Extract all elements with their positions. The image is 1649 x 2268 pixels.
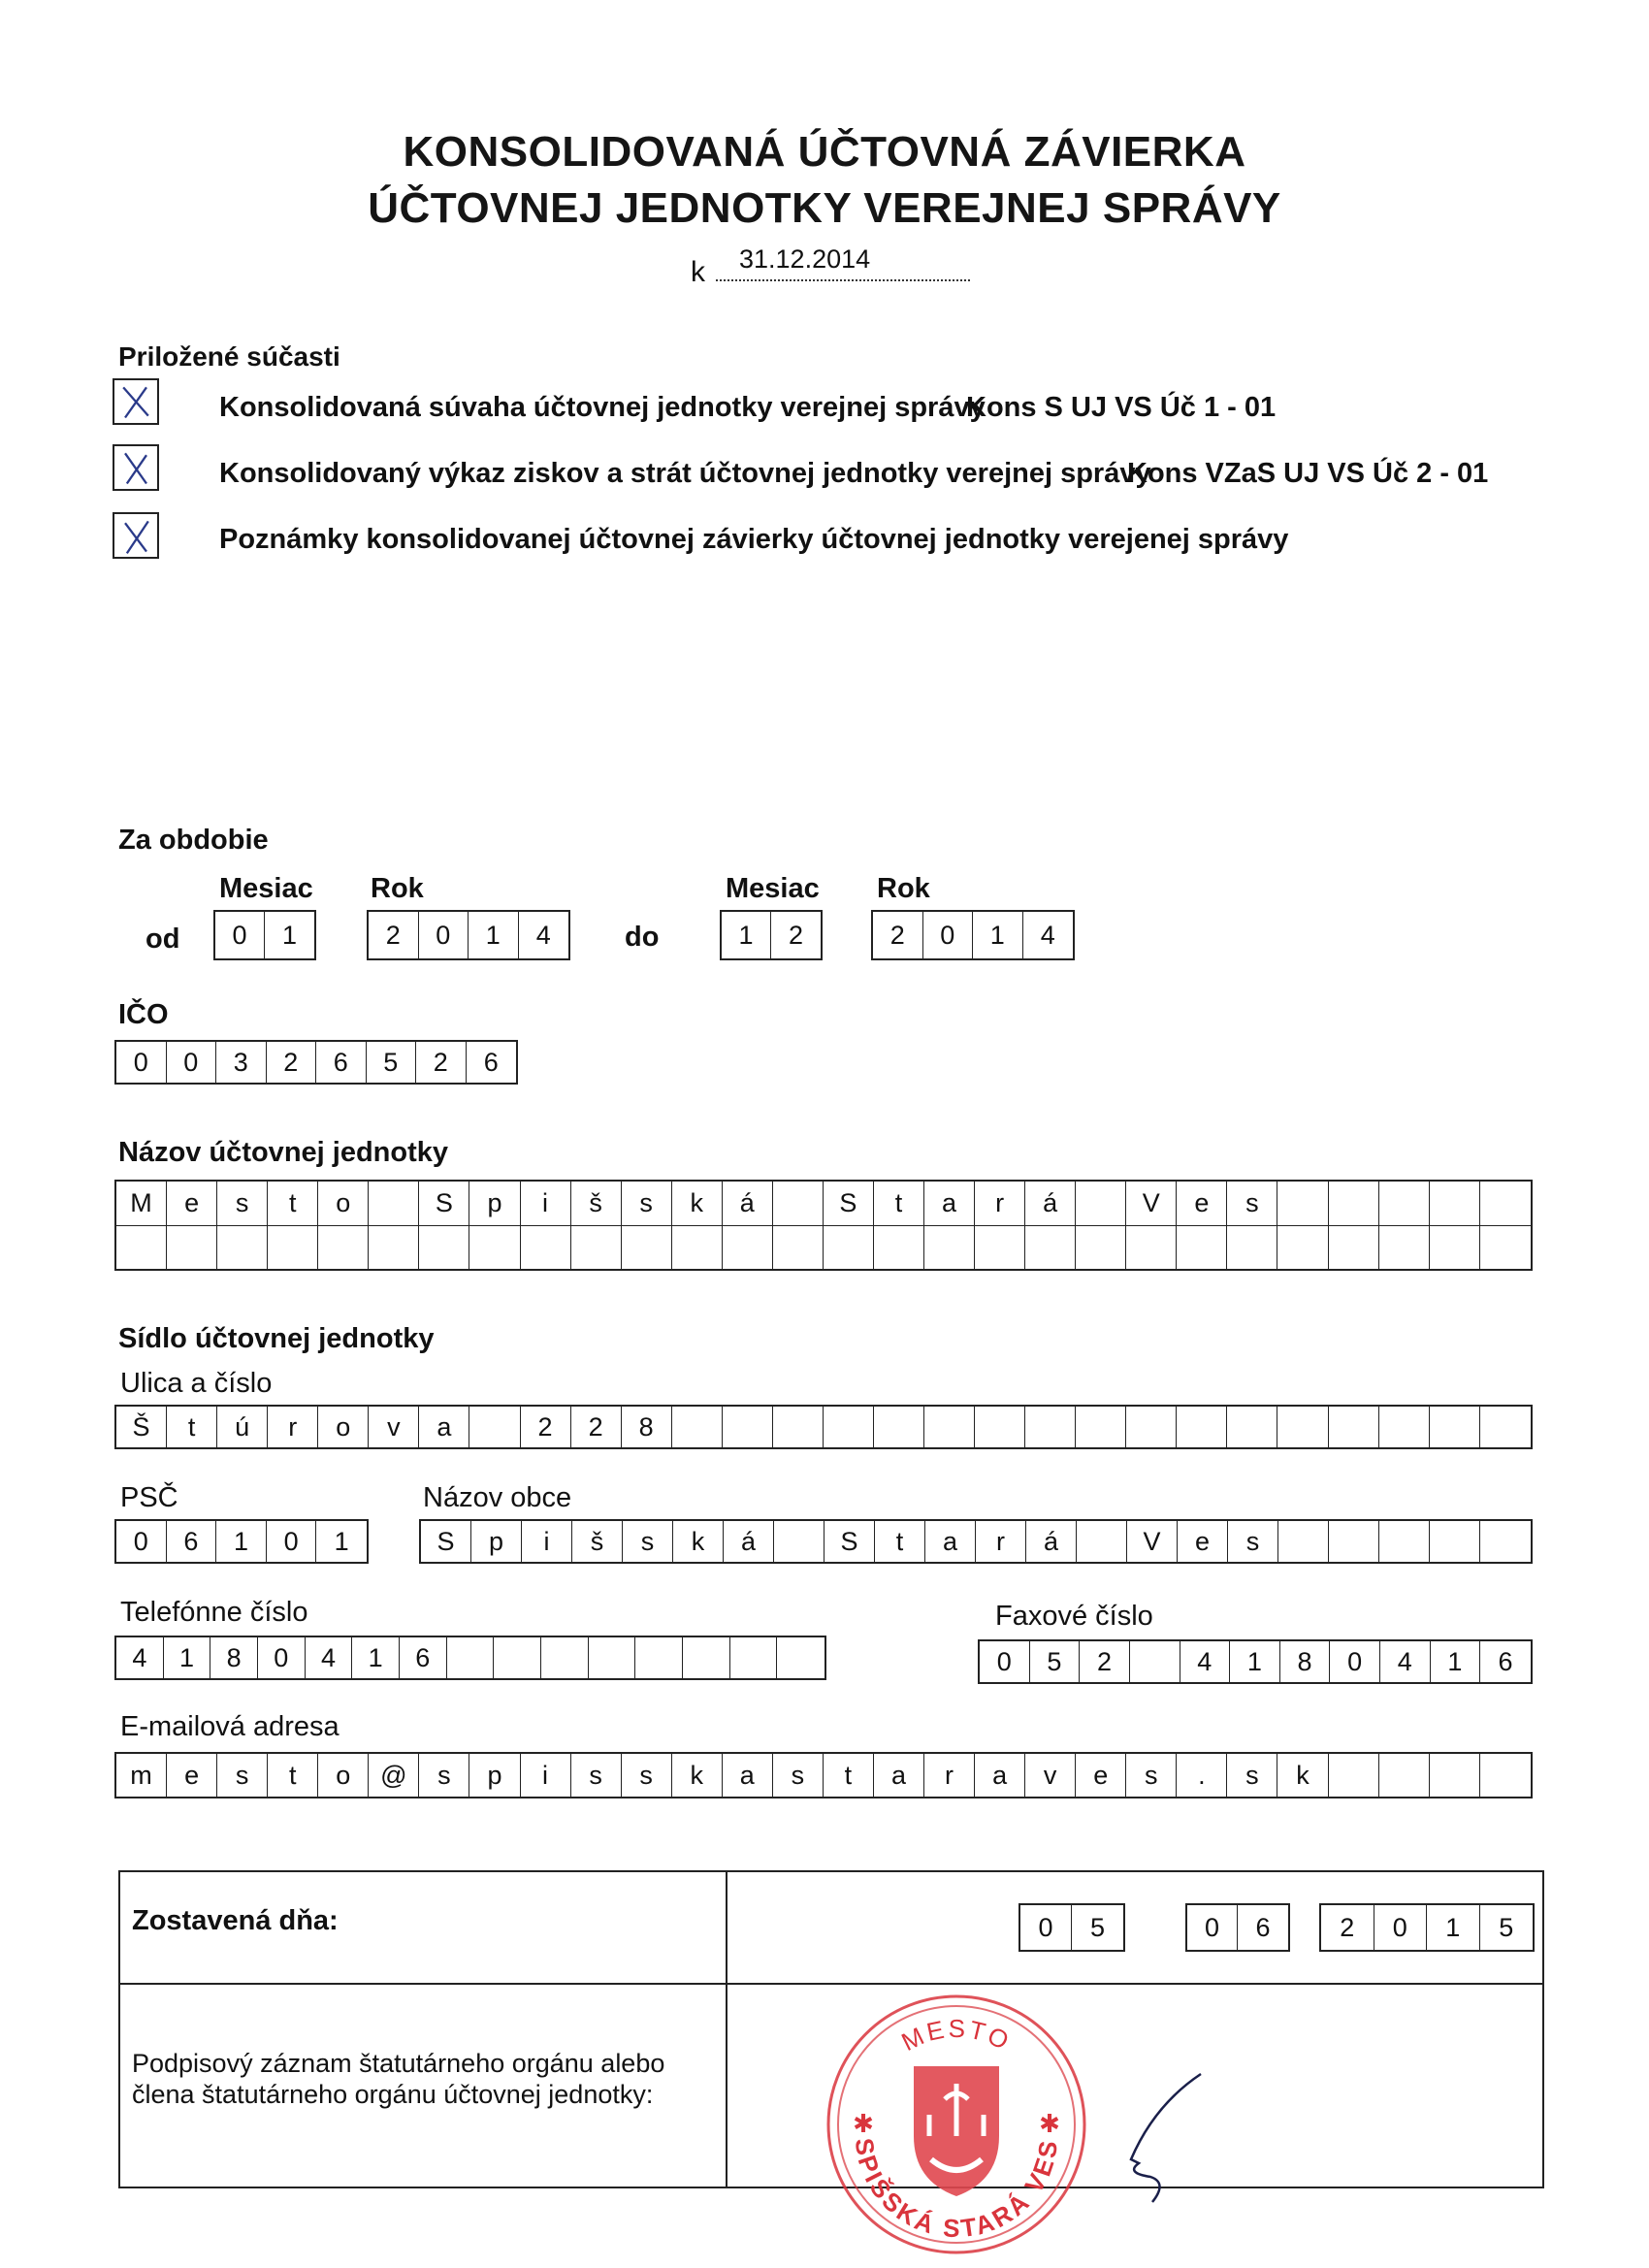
signature-label-line-1: Podpisový záznam štatutárneho orgánu alebo bbox=[132, 2049, 665, 2078]
char-cell bbox=[571, 1226, 622, 1269]
table-vertical-divider bbox=[726, 1872, 728, 2187]
char-cell: t bbox=[824, 1754, 874, 1797]
char-cell bbox=[1480, 1407, 1531, 1447]
char-cell bbox=[672, 1226, 723, 1269]
char-cell bbox=[469, 1407, 520, 1447]
char-cell bbox=[447, 1637, 495, 1678]
char-cell: S bbox=[419, 1182, 469, 1225]
phone-label: Telefónne číslo bbox=[120, 1597, 308, 1628]
char-cell: s bbox=[622, 1182, 672, 1225]
char-cell: o bbox=[318, 1182, 369, 1225]
char-cell: p bbox=[469, 1182, 520, 1225]
char-cell bbox=[730, 1637, 778, 1678]
x-mark-icon bbox=[114, 380, 157, 423]
char-cell: 5 bbox=[367, 1042, 417, 1083]
char-cell: p bbox=[469, 1754, 520, 1797]
char-cell bbox=[1076, 1226, 1126, 1269]
char-cell: a bbox=[975, 1754, 1025, 1797]
char-cell: @ bbox=[369, 1754, 419, 1797]
char-cell: 0 bbox=[116, 1042, 167, 1083]
char-cell: e bbox=[1178, 1521, 1228, 1562]
char-cell: 8 bbox=[210, 1637, 258, 1678]
char-cell: e bbox=[167, 1754, 217, 1797]
char-cell bbox=[116, 1226, 167, 1269]
attachment-label-1: Konsolidovaná súvaha účtovnej jednotky verejnej správy bbox=[219, 392, 986, 423]
char-cell: e bbox=[167, 1182, 217, 1225]
char-cell bbox=[268, 1226, 318, 1269]
char-cell: 1 bbox=[1230, 1641, 1280, 1682]
char-cell bbox=[1025, 1407, 1076, 1447]
to-year-label: Rok bbox=[877, 873, 930, 904]
char-cell: v bbox=[1025, 1754, 1076, 1797]
char-cell: t bbox=[268, 1754, 318, 1797]
char-cell: 2 bbox=[521, 1407, 571, 1447]
char-cell bbox=[1430, 1754, 1480, 1797]
char-cell: 2 bbox=[1080, 1641, 1130, 1682]
char-cell: s bbox=[217, 1182, 268, 1225]
char-cell bbox=[1379, 1182, 1430, 1225]
char-cell: o bbox=[318, 1754, 369, 1797]
char-cell: 1 bbox=[1427, 1905, 1480, 1950]
char-cell: a bbox=[924, 1182, 975, 1225]
char-cell: i bbox=[521, 1754, 571, 1797]
char-cell: á bbox=[1026, 1521, 1077, 1562]
char-cell: e bbox=[1177, 1182, 1227, 1225]
attachments-heading: Priložené súčasti bbox=[118, 341, 340, 372]
char-cell bbox=[824, 1226, 874, 1269]
char-cell: 2 bbox=[873, 912, 923, 958]
char-cell bbox=[1177, 1407, 1227, 1447]
psc-label: PSČ bbox=[120, 1482, 178, 1513]
char-cell bbox=[874, 1407, 924, 1447]
char-cell: S bbox=[421, 1521, 471, 1562]
char-cell: 2 bbox=[1321, 1905, 1374, 1950]
from-month-field[interactable] bbox=[213, 910, 316, 960]
email-label: E-mailová adresa bbox=[120, 1711, 340, 1742]
seat-heading: Sídlo účtovnej jednotky bbox=[118, 1323, 435, 1354]
svg-text:MESTO bbox=[897, 2014, 1017, 2057]
char-cell: V bbox=[1126, 1182, 1177, 1225]
char-cell: 0 bbox=[267, 1521, 317, 1562]
char-cell: 4 bbox=[1040, 920, 1055, 950]
char-cell bbox=[541, 1637, 589, 1678]
char-cell bbox=[683, 1637, 730, 1678]
char-cell: e bbox=[1076, 1754, 1126, 1797]
char-cell: r bbox=[976, 1521, 1026, 1562]
char-cell bbox=[1277, 1226, 1328, 1269]
from-year-label: Rok bbox=[371, 873, 424, 904]
char-cell: 1 bbox=[216, 1521, 267, 1562]
attachment-checkbox-1[interactable] bbox=[113, 378, 159, 425]
table-horizontal-divider bbox=[120, 1983, 1542, 1985]
ico-field[interactable] bbox=[114, 1040, 518, 1085]
char-cell: s bbox=[773, 1754, 824, 1797]
char-cell: i bbox=[522, 1521, 572, 1562]
char-cell bbox=[723, 1226, 773, 1269]
char-cell bbox=[1329, 1226, 1379, 1269]
char-cell: k bbox=[1277, 1754, 1328, 1797]
char-cell bbox=[773, 1407, 824, 1447]
char-cell bbox=[723, 1407, 773, 1447]
char-cell: 0 bbox=[116, 1521, 167, 1562]
char-cell bbox=[1430, 1521, 1480, 1562]
char-cell bbox=[824, 1407, 874, 1447]
entity-name-label: Názov účtovnej jednotky bbox=[118, 1137, 449, 1168]
star-icon: ✱ bbox=[853, 2109, 874, 2138]
char-cell: 0 bbox=[167, 1042, 217, 1083]
char-cell bbox=[369, 1182, 419, 1225]
char-cell: á bbox=[723, 1182, 773, 1225]
char-cell: a bbox=[925, 1521, 976, 1562]
char-cell: 0 bbox=[1187, 1905, 1238, 1950]
char-cell: s bbox=[1228, 1521, 1278, 1562]
char-cell: 4 bbox=[1380, 1641, 1431, 1682]
char-cell: 0 bbox=[1374, 1905, 1428, 1950]
char-cell: s bbox=[1126, 1754, 1177, 1797]
psc-field[interactable] bbox=[114, 1519, 369, 1564]
char-cell bbox=[1126, 1407, 1177, 1447]
char-cell bbox=[1076, 1407, 1126, 1447]
attachment-checkbox-3[interactable] bbox=[113, 512, 159, 559]
char-cell bbox=[1480, 1754, 1531, 1797]
char-cell: 1 bbox=[973, 912, 1023, 958]
char-cell: 8 bbox=[622, 1407, 672, 1447]
char-cell bbox=[1480, 1521, 1531, 1562]
char-cell: . bbox=[1177, 1754, 1227, 1797]
char-cell: 0 bbox=[215, 912, 265, 958]
date-value: 31.12.2014 bbox=[739, 244, 871, 274]
char-cell bbox=[635, 1637, 683, 1678]
char-cell bbox=[1077, 1521, 1127, 1562]
street-field[interactable] bbox=[114, 1405, 1533, 1449]
handwritten-signature bbox=[1096, 2066, 1232, 2212]
char-cell: 2 bbox=[788, 920, 804, 950]
char-cell: Š bbox=[116, 1407, 167, 1447]
attachment-label-2: Konsolidovaný výkaz ziskov a strát účtovnej jednotky verejnej správy bbox=[219, 458, 1151, 489]
char-cell: 1 bbox=[469, 912, 519, 958]
char-cell: 5 bbox=[1089, 1912, 1106, 1942]
char-cell: 6 bbox=[400, 1637, 447, 1678]
title-line-1: KONSOLIDOVANÁ ÚČTOVNÁ ZÁVIERKA bbox=[403, 128, 1246, 176]
char-cell: a bbox=[874, 1754, 924, 1797]
char-cell: 6 bbox=[1255, 1912, 1271, 1942]
char-cell bbox=[521, 1226, 571, 1269]
char-cell: i bbox=[521, 1182, 571, 1225]
street-label: Ulica a číslo bbox=[120, 1368, 273, 1399]
period-heading: Za obdobie bbox=[118, 825, 269, 856]
char-cell: p bbox=[471, 1521, 522, 1562]
signature-label-line-2: člena štatutárneho orgánu účtovnej jednotky: bbox=[132, 2080, 654, 2109]
ico-label: IČO bbox=[118, 999, 169, 1030]
char-cell bbox=[622, 1226, 672, 1269]
title-line-2: ÚČTOVNEJ JEDNOTKY VEREJNEJ SPRÁVY bbox=[368, 184, 1281, 232]
char-cell: k bbox=[672, 1754, 723, 1797]
char-cell bbox=[469, 1226, 520, 1269]
char-cell: 1 bbox=[334, 1526, 349, 1556]
char-cell: k bbox=[672, 1182, 723, 1225]
char-cell: k bbox=[673, 1521, 724, 1562]
char-cell: 5 bbox=[1499, 1912, 1514, 1942]
char-cell bbox=[217, 1226, 268, 1269]
x-mark-icon bbox=[114, 514, 157, 557]
compiled-month-field[interactable] bbox=[1185, 1903, 1290, 1952]
official-stamp bbox=[823, 1991, 1090, 2258]
char-cell: 4 bbox=[116, 1637, 164, 1678]
entity-name-field[interactable] bbox=[114, 1180, 1533, 1271]
char-cell bbox=[1130, 1641, 1180, 1682]
char-cell: r bbox=[975, 1182, 1025, 1225]
entity-name-row-2 bbox=[116, 1225, 1531, 1269]
coat-of-arms-icon bbox=[914, 2066, 999, 2196]
date-prefix: k bbox=[691, 256, 705, 288]
char-cell bbox=[773, 1182, 824, 1225]
char-cell bbox=[1379, 1407, 1430, 1447]
x-mark-icon bbox=[114, 446, 157, 489]
char-cell: 3 bbox=[216, 1042, 267, 1083]
char-cell bbox=[975, 1226, 1025, 1269]
char-cell bbox=[672, 1407, 723, 1447]
star-icon: ✱ bbox=[1039, 2109, 1060, 2138]
char-cell bbox=[1379, 1521, 1430, 1562]
char-cell bbox=[369, 1226, 419, 1269]
char-cell: a bbox=[723, 1754, 773, 1797]
char-cell: S bbox=[824, 1182, 874, 1225]
char-cell bbox=[1277, 1182, 1328, 1225]
phone-field[interactable] bbox=[114, 1636, 826, 1680]
attachment-code-2: Kons VZaS UJ VS Úč 2 - 01 bbox=[1127, 458, 1489, 489]
entity-name-row-1 bbox=[116, 1182, 1531, 1225]
char-cell: 2 bbox=[267, 1042, 317, 1083]
char-cell: 0 bbox=[980, 1641, 1030, 1682]
char-cell bbox=[1430, 1226, 1480, 1269]
char-cell: 6 bbox=[316, 1042, 367, 1083]
char-cell: t bbox=[874, 1182, 924, 1225]
char-cell: 5 bbox=[1030, 1641, 1081, 1682]
compiled-label: Zostavená dňa: bbox=[132, 1905, 339, 1936]
char-cell: 6 bbox=[1498, 1646, 1513, 1676]
char-cell: r bbox=[268, 1407, 318, 1447]
char-cell bbox=[1278, 1521, 1329, 1562]
char-cell bbox=[975, 1407, 1025, 1447]
city-field[interactable] bbox=[419, 1519, 1533, 1564]
char-cell bbox=[1126, 1226, 1177, 1269]
char-cell: s bbox=[1227, 1182, 1277, 1225]
char-cell: 1 bbox=[281, 920, 298, 950]
char-cell bbox=[1277, 1407, 1328, 1447]
char-cell bbox=[318, 1226, 369, 1269]
char-cell: V bbox=[1127, 1521, 1178, 1562]
char-cell bbox=[924, 1407, 975, 1447]
char-cell: 4 bbox=[306, 1637, 353, 1678]
char-cell: š bbox=[572, 1521, 623, 1562]
char-cell: s bbox=[571, 1754, 622, 1797]
char-cell: S bbox=[824, 1521, 875, 1562]
char-cell bbox=[1329, 1521, 1379, 1562]
char-cell: m bbox=[116, 1754, 167, 1797]
compiled-year-field[interactable] bbox=[1319, 1903, 1535, 1952]
char-cell: á bbox=[724, 1521, 774, 1562]
char-cell bbox=[419, 1226, 469, 1269]
char-cell: 1 bbox=[164, 1637, 211, 1678]
char-cell: 0 bbox=[923, 912, 974, 958]
char-cell: 6 bbox=[483, 1047, 499, 1077]
email-field[interactable] bbox=[114, 1752, 1533, 1798]
to-year-field[interactable] bbox=[871, 910, 1075, 960]
char-cell bbox=[1480, 1182, 1531, 1225]
char-cell: 4 bbox=[535, 920, 551, 950]
char-cell: 0 bbox=[258, 1637, 306, 1678]
char-cell bbox=[1227, 1407, 1277, 1447]
attachment-label-3: Poznámky konsolidovanej účtovnej závierky účtovnej jednotky verejenej správy bbox=[219, 524, 1289, 555]
char-cell bbox=[774, 1521, 824, 1562]
fax-label: Faxové číslo bbox=[995, 1601, 1153, 1632]
char-cell: 2 bbox=[369, 912, 419, 958]
char-cell bbox=[773, 1226, 824, 1269]
char-cell bbox=[1227, 1226, 1277, 1269]
to-month-label: Mesiac bbox=[726, 873, 820, 904]
char-cell: a bbox=[419, 1407, 469, 1447]
char-cell: s bbox=[623, 1521, 673, 1562]
attachment-checkbox-2[interactable] bbox=[113, 444, 159, 491]
char-cell: 1 bbox=[352, 1637, 400, 1678]
char-cell bbox=[1329, 1182, 1379, 1225]
char-cell bbox=[1430, 1182, 1480, 1225]
to-label: do bbox=[625, 922, 660, 953]
attachment-code-1: Kons S UJ VS Úč 1 - 01 bbox=[966, 392, 1277, 423]
char-cell: š bbox=[571, 1182, 622, 1225]
char-cell bbox=[1329, 1754, 1379, 1797]
char-cell bbox=[1076, 1182, 1126, 1225]
char-cell bbox=[1329, 1407, 1379, 1447]
char-cell bbox=[777, 1637, 824, 1678]
char-cell: r bbox=[924, 1754, 975, 1797]
char-cell: M bbox=[116, 1182, 167, 1225]
char-cell: á bbox=[1025, 1182, 1076, 1225]
char-cell: 1 bbox=[1431, 1641, 1481, 1682]
date-field[interactable] bbox=[716, 244, 970, 281]
char-cell: 8 bbox=[1280, 1641, 1331, 1682]
city-label: Názov obce bbox=[423, 1482, 572, 1513]
char-cell: 6 bbox=[167, 1521, 217, 1562]
char-cell bbox=[1430, 1407, 1480, 1447]
from-year-field[interactable] bbox=[367, 910, 570, 960]
char-cell: 2 bbox=[571, 1407, 622, 1447]
char-cell bbox=[1480, 1226, 1531, 1269]
char-cell: ú bbox=[217, 1407, 268, 1447]
char-cell bbox=[924, 1226, 975, 1269]
from-label: od bbox=[146, 923, 180, 955]
char-cell: o bbox=[318, 1407, 369, 1447]
from-month-label: Mesiac bbox=[219, 873, 313, 904]
char-cell bbox=[1177, 1226, 1227, 1269]
char-cell bbox=[874, 1226, 924, 1269]
char-cell bbox=[1025, 1226, 1076, 1269]
char-cell bbox=[1379, 1754, 1430, 1797]
stamp-bottom-text: SPIŠSKÁ STARÁ VES bbox=[849, 2136, 1064, 2244]
stamp-top-text: MESTO bbox=[896, 2013, 1017, 2057]
char-cell: t bbox=[167, 1407, 217, 1447]
char-cell bbox=[494, 1637, 541, 1678]
char-cell: v bbox=[369, 1407, 419, 1447]
char-cell: 2 bbox=[416, 1042, 467, 1083]
char-cell: s bbox=[1227, 1754, 1277, 1797]
char-cell: 0 bbox=[1020, 1905, 1072, 1950]
to-month-field[interactable] bbox=[720, 910, 823, 960]
char-cell bbox=[1379, 1226, 1430, 1269]
char-cell: s bbox=[217, 1754, 268, 1797]
fax-field[interactable] bbox=[978, 1639, 1533, 1684]
char-cell: 1 bbox=[722, 912, 771, 958]
char-cell: s bbox=[622, 1754, 672, 1797]
char-cell: 0 bbox=[419, 912, 469, 958]
char-cell: s bbox=[419, 1754, 469, 1797]
char-cell: 0 bbox=[1330, 1641, 1380, 1682]
char-cell bbox=[589, 1637, 636, 1678]
char-cell bbox=[167, 1226, 217, 1269]
compiled-day-field[interactable] bbox=[1018, 1903, 1125, 1952]
char-cell: t bbox=[875, 1521, 925, 1562]
char-cell: t bbox=[268, 1182, 318, 1225]
char-cell: 4 bbox=[1180, 1641, 1231, 1682]
